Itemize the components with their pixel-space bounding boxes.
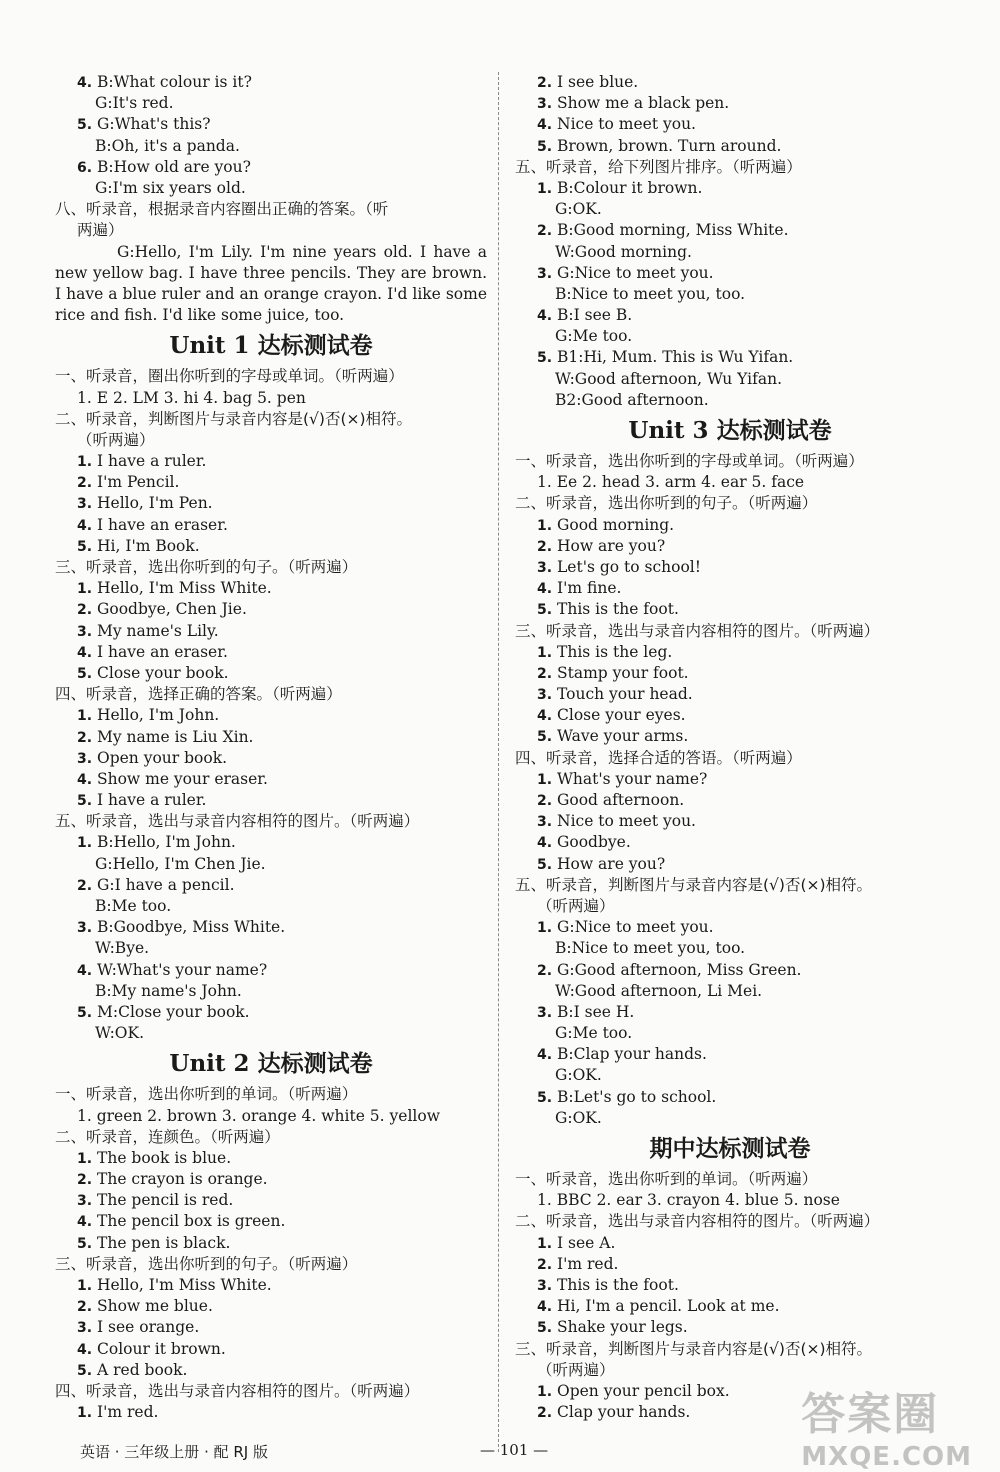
transcript-line	[515, 1296, 945, 1317]
question-heading: 一、听录音，选出你听到的单词。（听两遍）	[55, 1085, 358, 1104]
transcript-line	[55, 493, 487, 514]
line-text: Stamp your foot.	[557, 663, 689, 682]
transcript-line	[55, 917, 487, 938]
transcript-line	[55, 1106, 487, 1127]
transcript-line	[55, 1275, 487, 1296]
line-text: G:Hello, I'm Chen Jie.	[95, 854, 266, 873]
transcript-line	[55, 1339, 487, 1360]
line-text: B:Let's go to school.	[557, 1087, 717, 1106]
transcript-line	[55, 727, 487, 748]
transcript-line	[515, 536, 945, 557]
line-text: W:Good morning.	[555, 242, 692, 261]
line-text: Hello, I'm Miss White.	[97, 1276, 272, 1294]
item-number: 1.	[537, 644, 553, 661]
line-text: My name is Liu Xin.	[97, 727, 254, 746]
question-heading: 四、听录音，选择正确的答案。（听两遍）	[55, 685, 342, 704]
line-text: I have a ruler.	[97, 452, 207, 471]
line-text: This is the foot.	[557, 1275, 679, 1294]
transcript-line	[55, 642, 487, 663]
item-number: 5.	[77, 1004, 93, 1021]
question-heading: 五、听录音，选出与录音内容相符的图片。（听两遍）	[55, 812, 420, 831]
line-text: Hello, I'm John.	[97, 706, 220, 725]
transcript-line	[515, 917, 945, 938]
transcript-line	[55, 981, 487, 1002]
line-text: G:Good afternoon, Miss Green.	[557, 960, 802, 979]
item-number: 5.	[77, 1362, 93, 1379]
transcript-line	[515, 93, 945, 114]
transcript-line	[515, 114, 945, 135]
item-number: 1.	[537, 517, 553, 534]
line-text: Nice to meet you.	[557, 115, 696, 134]
line-text: B2:Good afternoon.	[555, 390, 709, 409]
transcript-line	[55, 451, 487, 472]
transcript-line	[515, 599, 945, 620]
line-text: Touch your head.	[557, 685, 693, 704]
line-text: I'm red.	[557, 1254, 619, 1273]
line-text: I'm Pencil.	[97, 473, 180, 492]
item-number: 3.	[77, 1193, 93, 1210]
transcript-line	[515, 263, 945, 284]
item-number: 5.	[77, 117, 93, 134]
item-number: 5.	[77, 665, 93, 682]
item-number: 4.	[537, 1299, 553, 1316]
transcript-line	[55, 1296, 487, 1317]
transcript-line	[515, 242, 945, 263]
line-text: Hi, I'm Book.	[97, 536, 200, 555]
transcript-line	[55, 1360, 487, 1381]
line-text: B:I see H.	[557, 1002, 635, 1021]
item-number: 5.	[537, 1089, 553, 1106]
item-number: 1.	[77, 454, 93, 471]
transcript-line	[515, 305, 945, 326]
transcript-line	[515, 220, 945, 241]
section-title: Unit 3 达标测试卷	[628, 417, 832, 444]
section-title: 期中达标测试卷	[649, 1135, 811, 1162]
line-text: G:Nice to meet you.	[557, 263, 714, 282]
item-number: 2.	[537, 793, 553, 809]
item-number: 1.	[537, 1235, 553, 1252]
transcript-line	[515, 1233, 945, 1254]
transcript-line	[515, 72, 945, 93]
transcript-line	[515, 472, 945, 493]
line-text: G:I have a pencil.	[97, 875, 235, 894]
item-number: 1.	[537, 920, 553, 937]
line-text: B:Colour it brown.	[557, 178, 703, 197]
line-text: B:I see B.	[557, 306, 633, 325]
line-text: The pencil box is green.	[97, 1212, 286, 1231]
item-number: 4.	[77, 1214, 93, 1231]
item-number: 5.	[77, 793, 93, 810]
transcript-line	[515, 136, 945, 157]
question-heading: （听两遍）	[537, 896, 615, 915]
line-text: W:Good afternoon, Wu Yifan.	[555, 369, 782, 388]
question-heading: 三、听录音，判断图片与录音内容是(√)否(×)相符。	[515, 1339, 873, 1358]
transcript-line	[515, 938, 945, 959]
item-number: 4.	[537, 117, 553, 134]
transcript-line	[55, 1211, 487, 1232]
item-number: 2.	[537, 665, 553, 682]
transcript-line	[55, 515, 487, 536]
item-number: 2.	[77, 602, 93, 619]
line-text: This is the foot.	[557, 600, 679, 619]
line-text: Let's go to school!	[557, 557, 701, 576]
watermark-line2: MXQE.COM	[801, 1442, 972, 1472]
question-heading: 四、听录音，选择合适的答语。（听两遍）	[515, 748, 802, 767]
line-text: I see A.	[557, 1233, 616, 1252]
line-text: Brown, brown. Turn around.	[557, 136, 782, 155]
line-text: B:Oh, it's a panda.	[95, 136, 240, 155]
transcript-line	[515, 515, 945, 536]
transcript-line	[515, 557, 945, 578]
item-number: 3.	[77, 1320, 93, 1337]
column-divider	[498, 72, 499, 1452]
item-number: 2.	[537, 1256, 553, 1273]
transcript-line	[515, 1065, 945, 1086]
transcript-line	[515, 1190, 945, 1211]
line-text: W:Good afternoon, Li Mei.	[555, 981, 763, 1000]
item-number: 4.	[537, 835, 553, 852]
item-number: 4.	[77, 644, 93, 661]
transcript-line	[55, 748, 487, 769]
item-number: 2.	[77, 1299, 93, 1316]
transcript-line	[515, 284, 945, 305]
line-text: Hello, I'm Pen.	[97, 494, 213, 513]
transcript-line	[55, 1169, 487, 1190]
transcript-line	[55, 1148, 487, 1169]
transcript-line	[515, 854, 945, 875]
line-text: W:What's your name?	[97, 960, 268, 979]
question-heading: 二、听录音，判断图片与录音内容是(√)否(×)相符。	[55, 409, 413, 428]
line-text: W:OK.	[95, 1024, 145, 1043]
item-number: 4.	[537, 581, 553, 598]
line-text: Nice to meet you.	[557, 812, 696, 831]
transcript-line	[515, 326, 945, 347]
line-text: This is the leg.	[557, 642, 673, 661]
line-text: B:What colour is it?	[97, 73, 252, 91]
transcript-line	[515, 390, 945, 411]
line-text: Show me a black pen.	[557, 94, 730, 113]
item-number: 1.	[537, 180, 553, 197]
transcript-line	[55, 157, 487, 178]
line-text: My name's Lily.	[97, 621, 219, 640]
transcript-line	[515, 347, 945, 368]
item-number: 4.	[77, 962, 93, 979]
transcript-line	[55, 388, 487, 409]
line-text: Close your book.	[97, 663, 229, 682]
item-number: 5.	[537, 602, 553, 619]
line-text: Colour it brown.	[97, 1339, 226, 1358]
item-number: 4.	[77, 771, 93, 788]
dialogue-paragraph	[55, 242, 487, 327]
item-number: 6.	[77, 159, 93, 176]
item-number: 4.	[77, 517, 93, 534]
question-heading: 三、听录音，选出你听到的句子。（听两遍）	[55, 1254, 358, 1273]
item-number: 1.	[77, 1150, 93, 1167]
item-number: 5.	[77, 1235, 93, 1252]
transcript-line	[515, 726, 945, 747]
transcript-line	[55, 93, 487, 114]
question-heading: 五、听录音，给下列图片排序。（听两遍）	[515, 157, 802, 176]
item-number: 3.	[537, 687, 553, 704]
line-text: G:What's this?	[97, 115, 211, 134]
transcript-line	[55, 938, 487, 959]
line-text: I'm fine.	[557, 579, 622, 598]
item-number: 3.	[537, 559, 553, 576]
transcript-line	[55, 832, 487, 853]
line-text: I have an eraser.	[97, 515, 228, 534]
transcript-line	[55, 72, 487, 93]
line-text: Show me blue.	[97, 1297, 213, 1316]
item-number: 2.	[77, 1172, 93, 1189]
line-text: G:I'm six years old.	[95, 178, 246, 197]
transcript-line	[515, 642, 945, 663]
item-number: 1.	[77, 1405, 93, 1422]
line-text: Open your pencil box.	[557, 1381, 730, 1400]
item-number: 1.	[77, 581, 93, 598]
transcript-line	[55, 1233, 487, 1254]
transcript-line	[55, 1402, 487, 1423]
line-text: Hello, I'm Miss White.	[97, 579, 272, 598]
transcript-line	[515, 178, 945, 199]
item-number: 3.	[537, 96, 553, 113]
line-text: 1. green 2. brown 3. orange 4. white 5. yellow	[77, 1106, 440, 1125]
transcript-line	[55, 1002, 487, 1023]
line-text: G:OK.	[555, 200, 602, 219]
item-number: 2.	[537, 1405, 553, 1422]
transcript-line	[55, 178, 487, 199]
watermark-line1: 答案圈	[801, 1389, 940, 1440]
item-number: 3.	[77, 750, 93, 767]
question-heading: 四、听录音，选出与录音内容相符的图片。（听两遍）	[55, 1381, 420, 1400]
line-text: How are you?	[557, 536, 666, 555]
transcript-line	[55, 790, 487, 811]
item-number: 3.	[537, 265, 553, 282]
transcript-line	[55, 705, 487, 726]
line-text: G:OK.	[555, 1108, 602, 1127]
line-text: Good afternoon.	[557, 791, 685, 809]
transcript-line	[55, 875, 487, 896]
transcript-line	[515, 1087, 945, 1108]
question-heading: 一、听录音，选出你听到的字母或单词。（听两遍）	[515, 452, 864, 470]
transcript-line	[55, 1023, 487, 1044]
question-heading: 二、听录音，连颜色。（听两遍）	[55, 1127, 280, 1146]
question-heading: 二、听录音，选出你听到的句子。（听两遍）	[515, 494, 818, 513]
transcript-line	[55, 536, 487, 557]
line-text: B:How old are you?	[97, 157, 251, 176]
watermark-logo	[801, 1378, 972, 1472]
item-number: 1.	[77, 1278, 93, 1294]
line-text: Wave your arms.	[557, 727, 689, 746]
transcript-line	[55, 854, 487, 875]
item-number: 5.	[537, 856, 553, 873]
paragraph-text: G:Hello, I'm Lily. I'm nine years old. I have a new yellow bag. I have three pencils. They are brown. I have a blue ruler and an orange crayon. I'd like some rice and fish. I'd like some juice, too.	[55, 242, 487, 325]
transcript-line	[515, 1108, 945, 1129]
line-text: B:Goodbye, Miss White.	[97, 918, 286, 937]
item-number: 5.	[77, 538, 93, 555]
question-heading: 二、听录音，选出与录音内容相符的图片。（听两遍）	[515, 1212, 880, 1231]
line-text: The book is blue.	[97, 1148, 232, 1167]
item-number: 2.	[77, 729, 93, 746]
transcript-line	[515, 960, 945, 981]
transcript-line	[55, 578, 487, 599]
transcript-line	[55, 769, 487, 790]
item-number: 3.	[537, 1277, 553, 1294]
footer-subject: 英语 · 三年级上册 · 配 RJ 版	[80, 1443, 268, 1461]
line-text: G:Me too.	[555, 1024, 633, 1043]
section-title: Unit 2 达标测试卷	[169, 1050, 373, 1078]
transcript-line	[515, 199, 945, 220]
question-heading: （听两遍）	[77, 430, 155, 449]
transcript-line	[55, 599, 487, 620]
item-number: 4.	[77, 75, 93, 91]
line-text: 1. Ee 2. head 3. arm 4. ear 5. face	[537, 473, 805, 492]
question-heading: （听两遍）	[537, 1360, 615, 1379]
item-number: 3.	[537, 814, 553, 831]
line-text: 1. E 2. LM 3. hi 4. bag 5. pen	[77, 388, 306, 407]
question-heading: 两遍）	[77, 221, 124, 240]
transcript-line	[55, 896, 487, 917]
item-number: 4.	[537, 708, 553, 725]
item-number: 2.	[77, 475, 93, 492]
transcript-line	[515, 832, 945, 853]
transcript-line	[55, 136, 487, 157]
page-number: — 101 —	[480, 1441, 549, 1459]
item-number: 2.	[77, 877, 93, 894]
line-text: G:OK.	[555, 1066, 602, 1085]
line-text: The crayon is orange.	[97, 1170, 268, 1189]
transcript-line	[515, 705, 945, 726]
item-number: 3.	[77, 920, 93, 937]
line-text: Clap your hands.	[557, 1403, 691, 1422]
item-number: 4.	[537, 1047, 553, 1064]
item-number: 1.	[537, 1383, 553, 1400]
line-text: B:My name's John.	[95, 981, 242, 1000]
line-text: B:Good morning, Miss White.	[557, 221, 789, 240]
line-text: W:Bye.	[95, 939, 150, 958]
transcript-line	[515, 684, 945, 705]
line-text: How are you?	[557, 854, 666, 873]
line-text: The pencil is red.	[97, 1191, 234, 1210]
line-text: Open your book.	[97, 748, 228, 767]
item-number: 2.	[537, 962, 553, 979]
transcript-line	[515, 1254, 945, 1275]
left-column	[55, 72, 487, 1423]
item-number: 2.	[537, 538, 553, 555]
line-text: Good morning.	[557, 515, 675, 534]
transcript-line	[515, 1044, 945, 1065]
right-column	[515, 72, 945, 1423]
line-text: B:Clap your hands.	[557, 1045, 707, 1064]
transcript-line	[515, 811, 945, 832]
line-text: 1. BBC 2. ear 3. crayon 4. blue 5. nose	[537, 1191, 840, 1210]
line-text: I have an eraser.	[97, 642, 228, 661]
line-text: Shake your legs.	[557, 1318, 688, 1337]
transcript-line	[515, 1002, 945, 1023]
item-number: 5.	[537, 138, 553, 155]
transcript-line	[55, 1190, 487, 1211]
line-text: I have a ruler.	[97, 791, 207, 810]
item-number: 4.	[77, 1341, 93, 1358]
item-number: 2.	[537, 223, 553, 240]
line-text: What's your name?	[557, 769, 708, 788]
line-text: B:Nice to meet you, too.	[555, 939, 746, 958]
question-heading: 一、听录音，圈出你听到的字母或单词。（听两遍）	[55, 367, 404, 386]
line-text: G:Nice to meet you.	[557, 918, 714, 937]
line-text: The pen is black.	[97, 1233, 231, 1252]
question-heading: 三、听录音，选出你听到的句子。（听两遍）	[55, 558, 358, 576]
line-text: B:Hello, I'm John.	[97, 833, 236, 852]
item-number: 1.	[537, 771, 553, 788]
line-text: I see blue.	[557, 73, 639, 91]
item-number: 3.	[77, 623, 93, 640]
transcript-line	[515, 578, 945, 599]
line-text: G:It's red.	[95, 94, 174, 113]
item-number: 1.	[77, 708, 93, 725]
line-text: Goodbye, Chen Jie.	[97, 600, 247, 619]
item-number: 1.	[77, 835, 93, 852]
transcript-line	[515, 769, 945, 790]
line-text: G:Me too.	[555, 327, 633, 346]
transcript-line	[515, 1317, 945, 1338]
transcript-line	[55, 114, 487, 135]
transcript-line	[55, 960, 487, 981]
transcript-line	[55, 1317, 487, 1338]
transcript-line	[515, 1023, 945, 1044]
item-number: 5.	[537, 350, 553, 367]
item-number: 3.	[537, 1004, 553, 1021]
transcript-line	[55, 663, 487, 684]
line-text: Show me your eraser.	[97, 769, 268, 788]
transcript-line	[55, 472, 487, 493]
line-text: M:Close your book.	[97, 1002, 250, 1021]
item-number: 2.	[537, 75, 553, 91]
line-text: A red book.	[97, 1360, 188, 1379]
item-number: 5.	[537, 729, 553, 746]
item-number: 4.	[537, 308, 553, 325]
question-heading: 一、听录音，选出你听到的单词。（听两遍）	[515, 1170, 818, 1188]
item-number: 5.	[537, 1320, 553, 1337]
line-text: Close your eyes.	[557, 706, 686, 725]
section-title: Unit 1 达标测试卷	[169, 332, 373, 360]
line-text: B1:Hi, Mum. This is Wu Yifan.	[557, 348, 794, 367]
item-number: 3.	[77, 496, 93, 513]
line-text: Hi, I'm a pencil. Look at me.	[557, 1297, 780, 1316]
line-text: B:Nice to meet you, too.	[555, 284, 746, 303]
question-heading: 五、听录音，判断图片与录音内容是(√)否(×)相符。	[515, 875, 873, 894]
transcript-line	[55, 621, 487, 642]
line-text: I'm red.	[97, 1403, 159, 1422]
transcript-line	[515, 369, 945, 390]
question-heading: 八、听录音，根据录音内容圈出正确的答案。（听	[55, 200, 389, 219]
transcript-line	[515, 981, 945, 1002]
transcript-line	[515, 1275, 945, 1296]
line-text: B:Me too.	[95, 897, 172, 915]
transcript-line	[515, 790, 945, 811]
question-heading: 三、听录音，选出与录音内容相符的图片。（听两遍）	[515, 621, 880, 640]
line-text: Goodbye.	[557, 833, 631, 852]
transcript-line	[515, 663, 945, 684]
line-text: I see orange.	[97, 1318, 200, 1337]
